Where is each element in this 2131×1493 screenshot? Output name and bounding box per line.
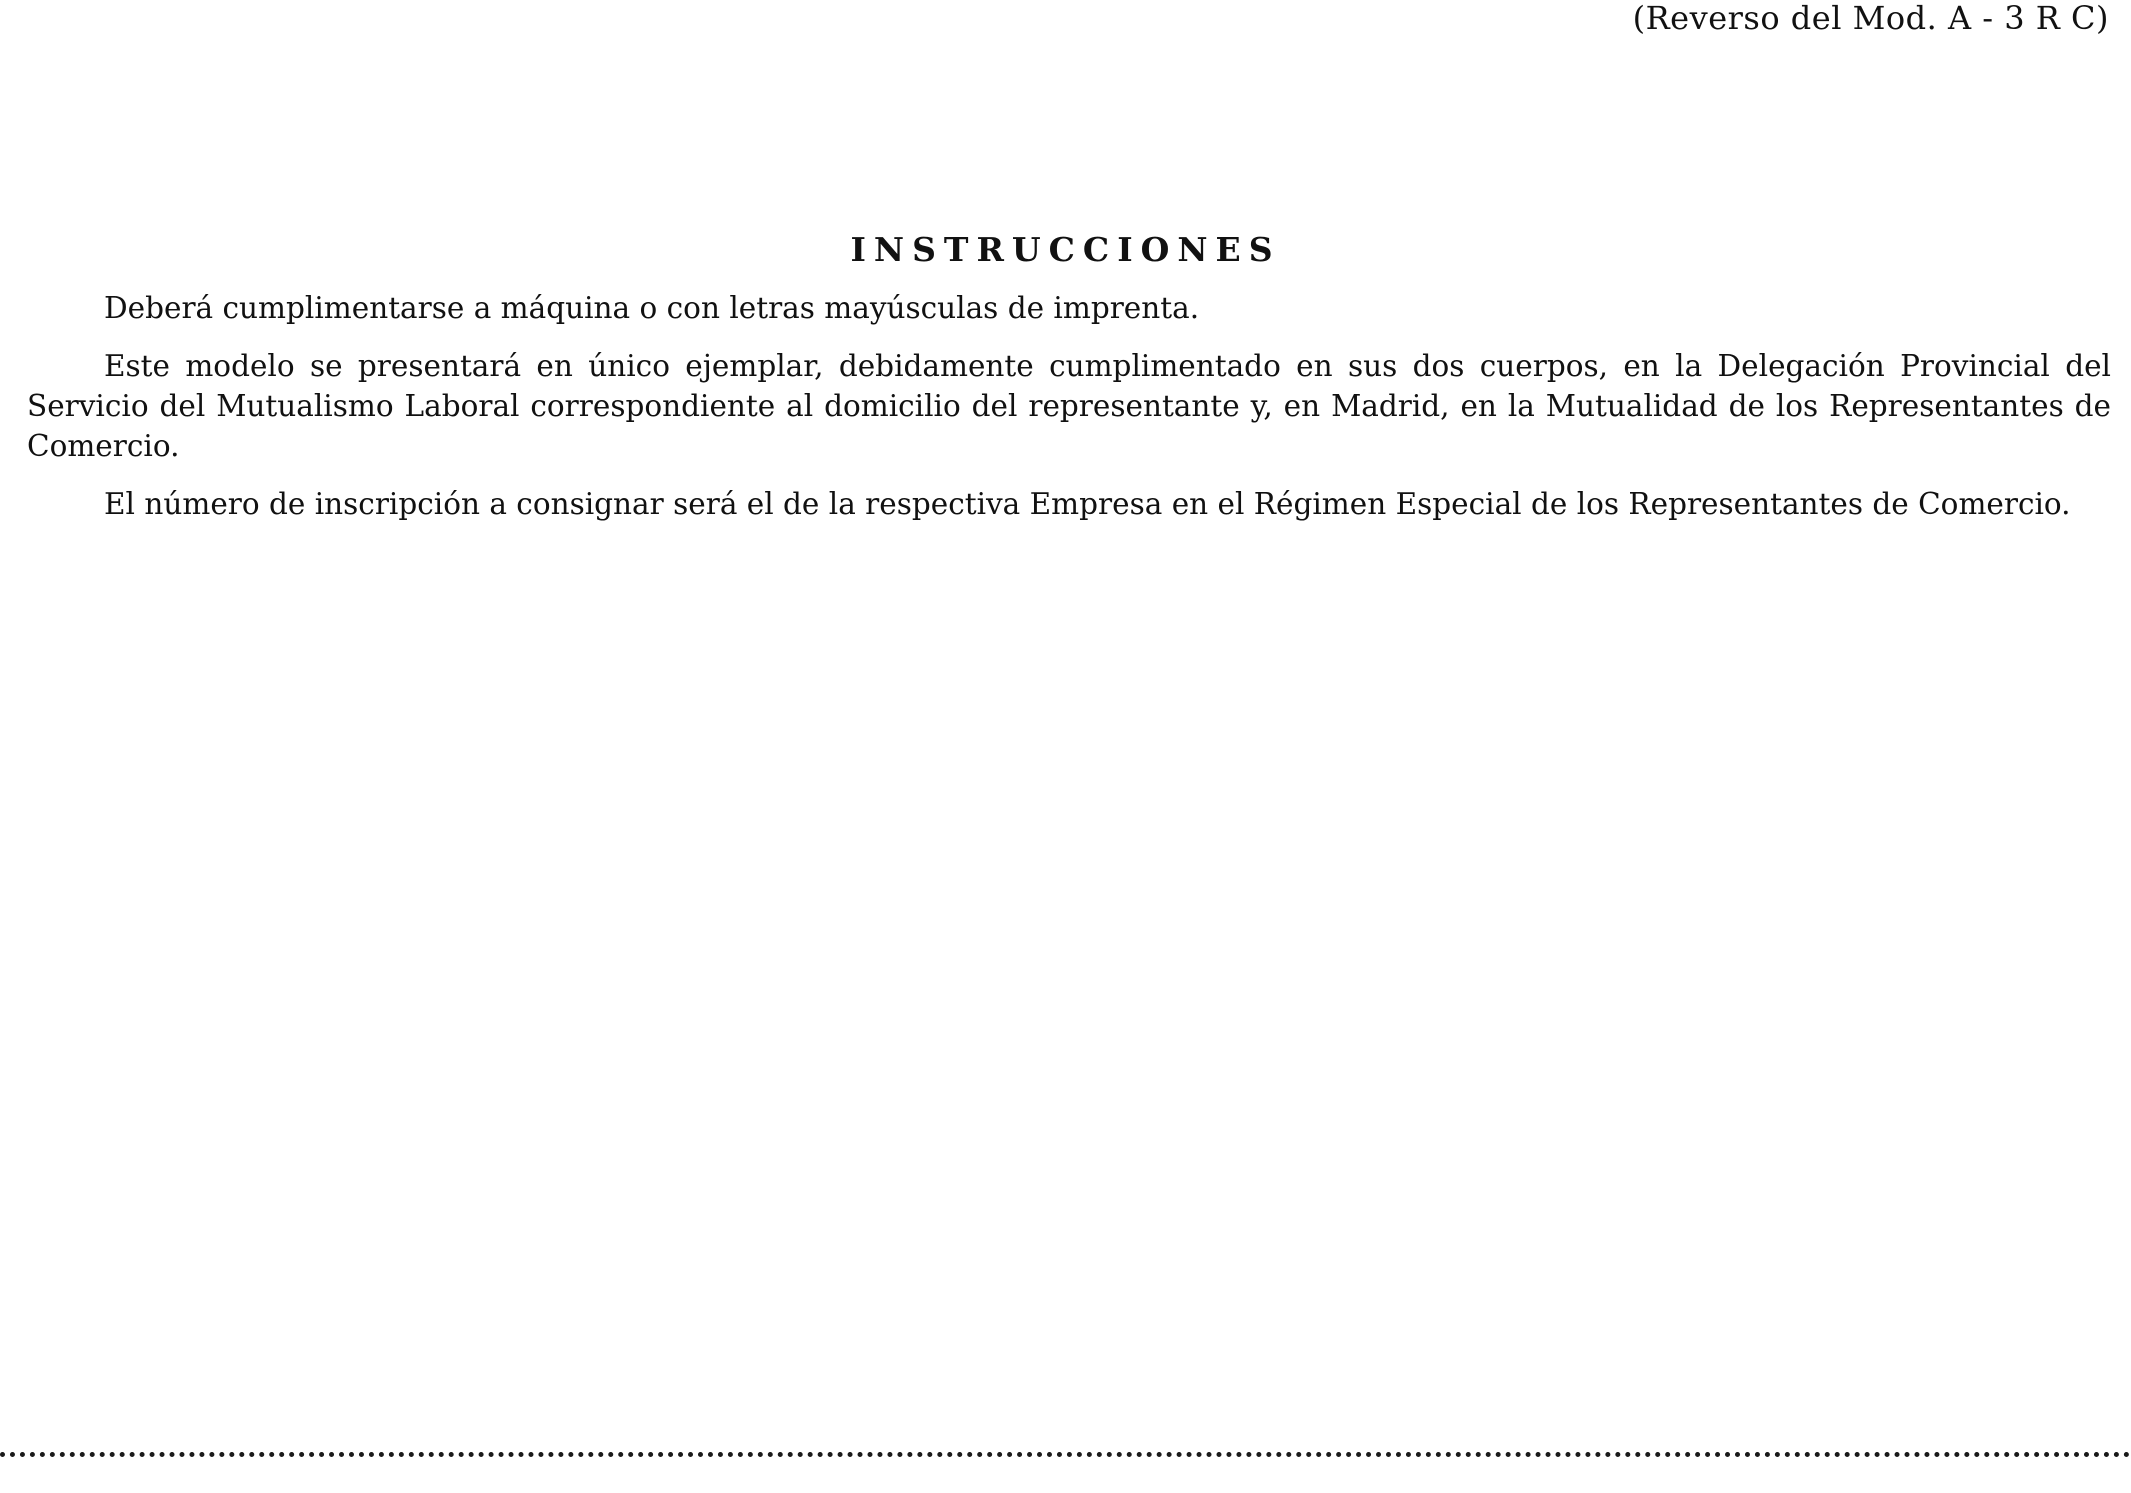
paragraph-2: Este modelo se presentará en único ejemplar, debidamente cumplimentado en sus dos cuerpos, en la Delegación Provincial del Servicio del Mutualismo Laboral correspondiente al domicilio del representante y, en Madrid, en la Mutualidad de los Representantes de Comercio. <box>27 349 2111 463</box>
instructions-body <box>27 288 2111 542</box>
dotted-cut-line <box>0 1452 2131 1457</box>
instructions-title: INSTRUCCIONES <box>850 230 1281 269</box>
paragraph-1: Deberá cumplimentarse a máquina o con letras mayúsculas de imprenta. <box>104 291 1200 325</box>
form-reference: (Reverso del Mod. A - 3 R C) <box>1632 0 2109 37</box>
paragraph-3: El número de inscripción a consignar será el de la respectiva Empresa en el Régimen Especial de los Representantes de Comercio. <box>104 487 2071 521</box>
